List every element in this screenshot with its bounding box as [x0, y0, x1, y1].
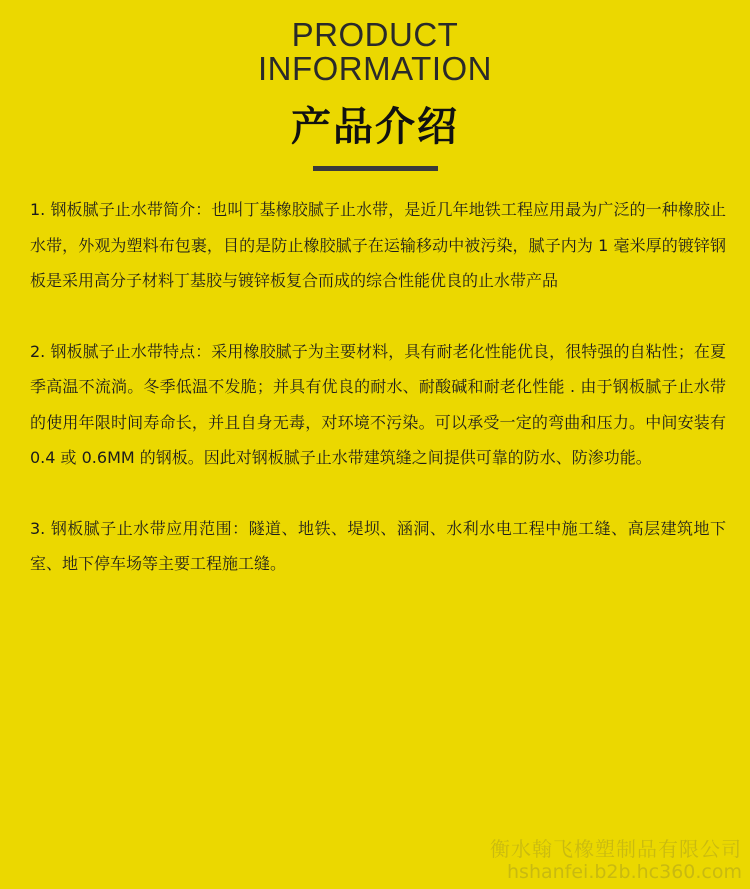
watermark-company: 衡水翰飞橡塑制品有限公司 [490, 837, 742, 861]
chinese-title: 产品介绍 [291, 104, 459, 150]
english-title-line1: PRODUCT [291, 16, 459, 53]
paragraph-applications: 3. 钢板腻子止水带应用范围：隧道、地铁、堤坝、涵洞、水利水电工程中施工缝、高层建筑地下室、地下停车场等主要工程施工缝。 [30, 518, 726, 573]
title-underline-divider [313, 166, 438, 171]
product-description [30, 192, 726, 582]
paragraph-features: 2. 钢板腻子止水带特点：采用橡胶腻子为主要材料，具有耐老化性能优良，很特强的自粘性；在夏季高温不流淌。冬季低温不发脆；并具有优良的耐水、耐酸碱和耐老化性能 . 由于钢板腻子止水带的使用年限时间寿命长，并且自身无毒，对环境不污染。可以承受一定的弯曲和压力。中间安装有 0.4 或 0.6MM 的钢板。因此对钢板腻子止水带建筑缝之间提供可靠的防水、防渗功能。 [30, 341, 726, 467]
watermark [490, 837, 742, 883]
english-title-line2: INFORMATION [257, 50, 493, 87]
page-header [0, 18, 750, 171]
watermark-url: hshanfei.b2b.hc360.com [507, 861, 742, 883]
paragraph-introduction: 1. 钢板腻子止水带简介：也叫丁基橡胶腻子止水带，是近几年地铁工程应用最为广泛的一种橡胶止水带，外观为塑料布包裹，目的是防止橡胶腻子在运输移动中被污染，腻子内为 1 毫米厚的镀锌钢板是采用高分子材料丁基胶与镀锌板复合而成的综合性能优良的止水带产品 [30, 200, 726, 290]
